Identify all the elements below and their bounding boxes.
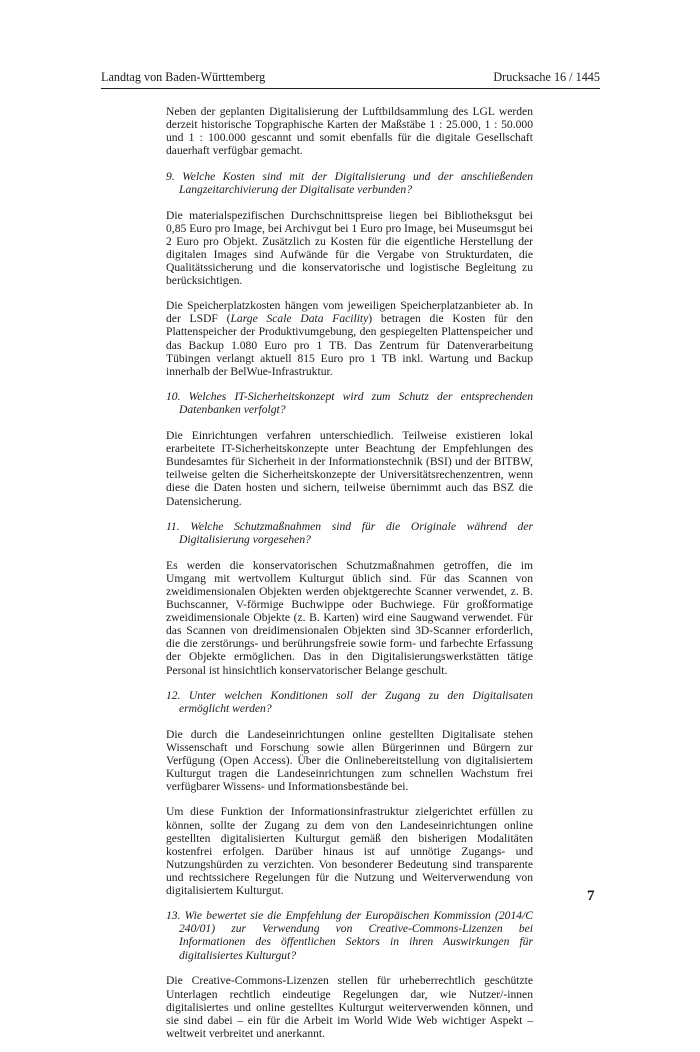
- answer-9-text-pre: Die Speicherplatzkosten hängen vom jeweiligen Speicherplatzanbieter ab. In der LSDF (: [166, 299, 533, 326]
- question-13: 13. Wie bewertet sie die Empfehlung der Europäischen Kommission (2014/C 240/01) zur Verwendung von Creative-Commons-Lizenzen bei Informationen des öffentlichen Sektors in ihren Auswirkungen für digitalisiertes Kulturgut?: [166, 909, 533, 962]
- running-header: [101, 69, 600, 85]
- answer-12-paragraph-1: Die durch die Landeseinrichtungen online gestellten Digitalisate stehen Wissenschaft und Forschung sowie allen Bürgerinnen und Bürgern zur Verfügung (Open Access). Über die Onlinebereitstellung von digitalisiertem Kulturgut tragen die Landeseinrichtungen zum schnellen Wachstum frei verfügbarer Wissens- und Informationsbestände bei.: [166, 727, 533, 794]
- page-number: 7: [587, 888, 595, 904]
- answer-12-paragraph-2: Um diese Funktion der Informationsinfrastruktur zielgerichtet erfüllen zu können, sollte der Zugang zu dem von den Landeseinrichtungen online gestellten digitalisierten Kulturgut gemäß den bisherigen Modalitäten kostenfrei erfolgen. Darüber hinaus ist auf unnötige Zugangs- und Nutzungshürden zu verzichten. Von besonderer Bedeutung sind transparente und rechtssichere Regelungen für die Nutzung und Weiterverwendung von digitalisiertem Kulturgut.: [166, 805, 533, 897]
- header-parliament: Landtag von Baden-Württemberg: [101, 70, 266, 84]
- question-9: 9. Welche Kosten sind mit der Digitalisierung und der anschließenden Langzeitarchivierung der Digitalisate verbunden?: [166, 169, 533, 196]
- answer-9-paragraph-2: [166, 299, 533, 378]
- intro-paragraph: Neben der geplanten Digitalisierung der Luftbildsammlung des LGL werden derzeit historische Topgraphische Karten der Maßstäbe 1 : 25.000, 1 : 50.000 und 1 : 100.000 gescannt und somit ebenfalls für die digitale Gesellschaft dauerhaft verfügbar gemacht.: [166, 105, 533, 158]
- answer-11-paragraph-1: Es werden die konservatorischen Schutzmaßnahmen getroffen, die im Umgang mit wertvollem Kulturgut üblich sind. Für das Scannen von zweidimensionalen Objekten werden objektgerechte Scanner verwendet, z. B. Buchscanner, V-förmige Buchwippe oder Buchwiege. Für großformatige zweidimensionale Objekte (z. B. Karten) wird eine Saugwand verwendet. Für das Scannen von dreidimensionalen Objekten sind 3D-Scanner erforderlich, die die zerstörungs- und berührungsfreie sowie form- und farbechte Erfassung der Objekte ermöglichen. Das in den Digitalisierungswerkstätten tätige Personal ist hinsichtlich konservatorischer Belange geschult.: [166, 558, 533, 677]
- answer-9-paragraph-1: Die materialspezifischen Durchschnittspreise liegen bei Bibliotheksgut bei 0,85 Euro pro Image, bei Archivgut bei 1 Euro pro Image, bei Museumsgut bei 2 Euro pro Objekt. Zusätzlich zu Kosten für die eigentliche Herstellung der digitalen Images sind Aufwände für die Vergabe von Strukturdaten, die Qualitätssicherung und die konservatorische und logistische Begleitung zu berücksichtigen.: [166, 208, 533, 288]
- answer-10-paragraph-1: Die Einrichtungen verfahren unterschiedlich. Teilweise existieren lokal erarbeitete IT-Sicherheitskonzepte unter Beachtung der Empfehlungen des Bundesamtes für Sicherheit in der Informationstechnik (BSI) und der BITBW, teilweise gelten die Sicherheitskonzepte der Universitätsrechenzentren, wenn diese die Daten hosten und sichern, teilweise übernimmt auch das BSZ die Datensicherung.: [166, 429, 533, 508]
- question-12: 12. Unter welchen Konditionen soll der Zugang zu den Digitalisaten ermöglicht werden?: [166, 688, 533, 715]
- answer-13-paragraph-1: Die Creative-Commons-Lizenzen stellen für urheberrechtlich geschützte Unterlagen rechtlich eindeutige Regelungen dar, wie Nutzer/-innen digitalisiertes und online gestelltes Kulturgut weiterverwenden können, und sie sind dabei – ein für die Arbeit im World Wide Web wichtiger Aspekt – weltweit verbreitet und anerkannt.: [166, 974, 533, 1040]
- answer-9-text-post: ) betragen die Kosten für den Plattenspeicher der Produktivumgebung, den gespiegelten Plattenspeicher und das Backup 1.080 Euro pro 1 TB. Das Zentrum für Datenverarbeitung Tübingen verlangt aktuell 815 Euro pro 1 TB inkl. Wartung und Backup innerhalb der BelWue-Infrastruktur.: [166, 312, 533, 378]
- header-rule: [101, 88, 600, 89]
- header-document-number: Drucksache 16 / 1445: [493, 70, 600, 84]
- question-11: 11. Welche Schutzmaßnahmen sind für die Originale während der Digitalisierung vorgesehen?: [166, 519, 533, 546]
- body-text: [166, 105, 533, 1052]
- question-10: 10. Welches IT-Sicherheitskonzept wird zum Schutz der entsprechenden Datenbanken verfolgt?: [166, 390, 533, 417]
- answer-9-term-lsdf: Large Scale Data Facility: [230, 312, 369, 326]
